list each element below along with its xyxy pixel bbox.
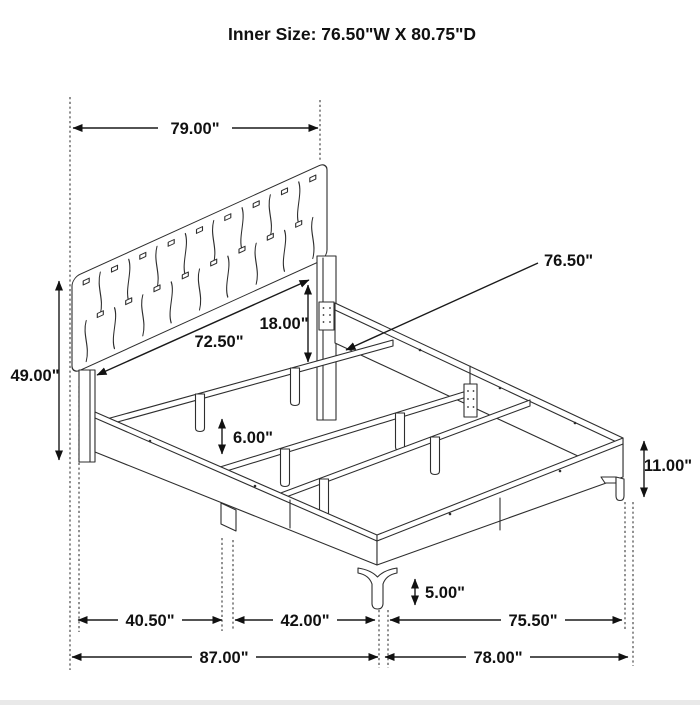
dim-overall-width: 78.00" — [473, 649, 523, 667]
dim-overall-depth: 87.00" — [199, 649, 249, 667]
dim-headboard-height: 49.00" — [10, 367, 60, 385]
dim-front-leg-height: 5.00" — [425, 584, 465, 602]
dim-rear-section-depth: 40.50" — [125, 612, 175, 630]
foot-rail — [377, 438, 623, 565]
dim-support-leg-height: 6.00" — [233, 429, 273, 447]
dim-headboard-panel-height: 18.00" — [259, 315, 309, 333]
headboard-left-post — [79, 370, 95, 462]
support-leg — [291, 368, 300, 406]
support-leg — [196, 394, 205, 432]
headboard-right-post — [317, 256, 336, 420]
front-metal-leg — [358, 568, 397, 609]
support-leg — [396, 413, 405, 451]
corner-leg — [601, 477, 624, 501]
dim-inner-width-rail: 76.50" — [544, 252, 594, 270]
dim-side-section-depth: 75.50" — [508, 612, 558, 630]
right-side-rail — [335, 303, 623, 477]
rail-bracket-plate — [464, 384, 477, 417]
diagram-title: Inner Size: 76.50"W X 80.75"D — [227, 24, 477, 44]
extension-lines — [70, 97, 633, 670]
post-bracket-plate — [319, 302, 334, 330]
dim-front-section-depth: 42.00" — [280, 612, 330, 630]
dim-headboard-inner-width: 72.50" — [194, 333, 244, 351]
dim-side-rail-height: 11.00" — [643, 457, 693, 475]
support-leg — [431, 437, 440, 475]
support-leg — [281, 449, 290, 487]
dim-headboard-width: 79.00" — [170, 120, 220, 138]
dimension-lines — [59, 128, 644, 657]
